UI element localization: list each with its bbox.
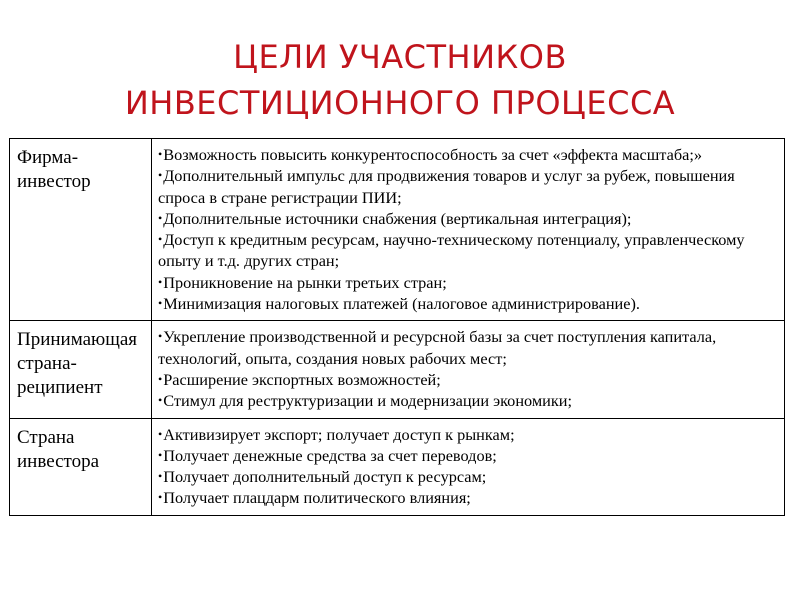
goal-text: Минимизация налоговых платежей (налоговое администрирование). xyxy=(163,294,640,314)
title-line-2: ИНВЕСТИЦИОННОГО ПРОЦЕССА xyxy=(124,84,676,122)
participant-cell: Страна инвестора xyxy=(10,418,152,515)
goal-list xyxy=(158,424,780,509)
bullet-icon: • xyxy=(158,210,163,225)
bullet-icon: • xyxy=(158,168,163,183)
list-item xyxy=(158,208,780,229)
bullet-icon: • xyxy=(158,490,163,505)
bullet-icon: • xyxy=(158,447,163,462)
list-item xyxy=(158,293,780,314)
goal-text: Расширение экспортных возможностей; xyxy=(163,369,441,389)
goals-cell xyxy=(152,139,785,321)
goal-text: Стимул для реструктуризации и модернизации экономики; xyxy=(163,391,573,411)
goal-list xyxy=(158,326,780,411)
goal-text: Дополнительные источники снабжения (вертикальная интеграция); xyxy=(163,208,632,228)
goals-cell xyxy=(152,321,785,418)
bullet-icon: • xyxy=(158,296,163,311)
goal-text: Получает денежные средства за счет переводов; xyxy=(163,445,497,465)
bullet-icon: • xyxy=(158,329,163,344)
goal-text: Доступ к кредитным ресурсам, научно-техническому потенциалу, управленческому опыту и т.д. других стран; xyxy=(158,230,745,271)
participant-cell: Принимающая страна-реципиент xyxy=(10,321,152,418)
bullet-icon: • xyxy=(158,274,163,289)
goal-text: Получает дополнительный доступ к ресурсам; xyxy=(163,467,487,487)
goal-text: Проникновение на рынки третьих стран; xyxy=(163,272,447,292)
goals-table xyxy=(9,138,785,516)
list-item xyxy=(158,369,780,390)
list-item xyxy=(158,326,780,369)
page-title xyxy=(0,34,800,126)
goal-text: Получает плацдарм политического влияния; xyxy=(163,488,471,508)
list-item xyxy=(158,445,780,466)
goal-text: Дополнительный импульс для продвижения товаров и услуг за рубеж, повышения спроса в стране регистрации ПИИ; xyxy=(158,166,735,207)
list-item xyxy=(158,466,780,487)
bullet-icon: • xyxy=(158,371,163,386)
list-item xyxy=(158,390,780,411)
bullet-icon: • xyxy=(158,469,163,484)
table-row xyxy=(10,139,785,321)
goal-list xyxy=(158,144,780,314)
bullet-icon: • xyxy=(158,232,163,247)
list-item xyxy=(158,229,780,272)
table-row xyxy=(10,418,785,515)
goals-cell xyxy=(152,418,785,515)
table-row xyxy=(10,321,785,418)
bullet-icon: • xyxy=(158,393,163,408)
goal-text: Возможность повысить конкурентоспособность за счет «эффекта масштаба;» xyxy=(163,145,703,164)
list-item xyxy=(158,487,780,508)
list-item xyxy=(158,165,780,208)
goal-text: Укрепление производственной и ресурсной базы за счет поступления капитала, технологий, опыта, создания новых рабочих мест; xyxy=(158,327,717,368)
list-item xyxy=(158,144,780,165)
bullet-icon: • xyxy=(158,426,163,441)
list-item xyxy=(158,272,780,293)
participant-cell: Фирма-инвестор xyxy=(10,139,152,321)
list-item xyxy=(158,424,780,445)
goal-text: Активизирует экспорт; получает доступ к рынкам; xyxy=(163,424,515,444)
goals-table-body xyxy=(10,139,785,516)
title-line-1: ЦЕЛИ УЧАСТНИКОВ xyxy=(233,38,567,76)
bullet-icon: • xyxy=(158,147,163,161)
